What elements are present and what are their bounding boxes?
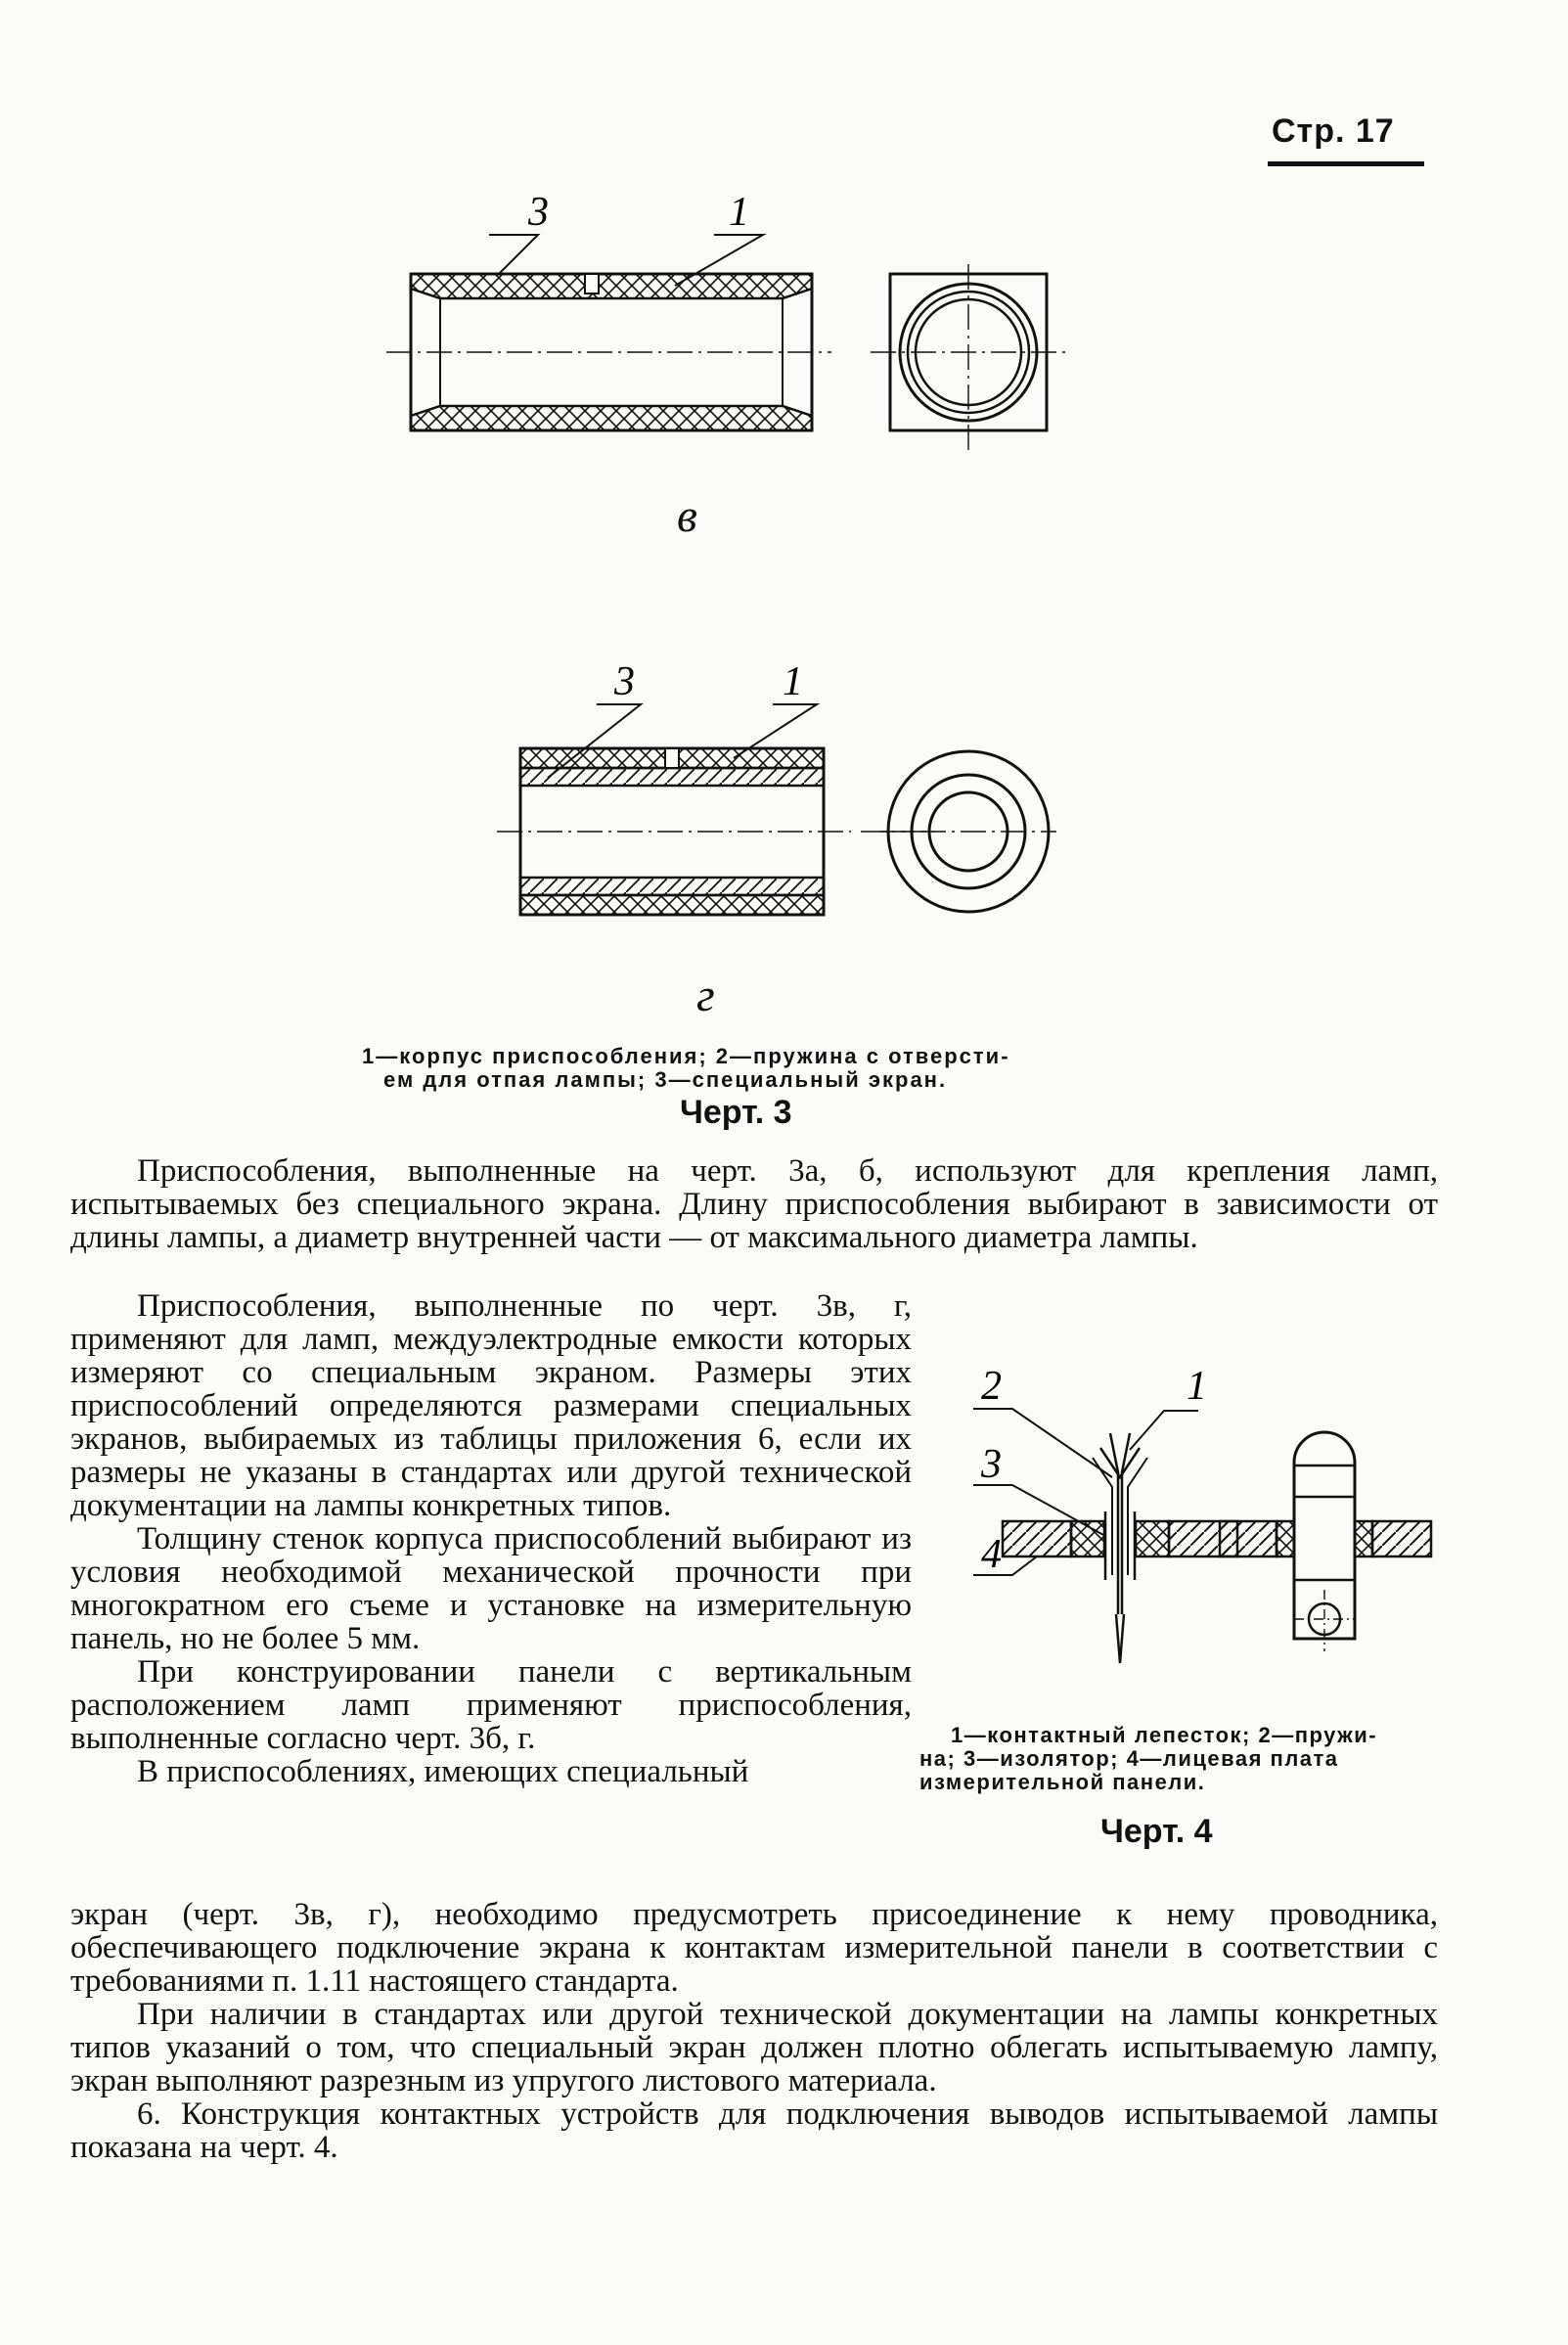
figure4-drawing xyxy=(944,1340,1443,1702)
figure3-g-callout-3: 3 xyxy=(614,659,635,704)
paragraph-1: Приспособления, выполненные на черт. 3а, б, используют для крепления ламп, испытываемых без специального экрана. Длину приспособления выбирают в зависимости от длины лампы, а диаметр внутренней части — от максимального диаметра лампы. xyxy=(70,1153,1438,1255)
figure4-callout-4: 4 xyxy=(981,1532,1002,1577)
figure3-v-callout-1: 1 xyxy=(729,190,749,235)
page-number: Стр. 17 xyxy=(1272,113,1395,150)
left-column-text xyxy=(70,1289,912,1788)
figure4-caption-line-3: измерительной панели. xyxy=(919,1770,1206,1794)
figure4-title: Черт. 4 xyxy=(1100,1813,1213,1850)
figure4-callout-3: 3 xyxy=(981,1442,1002,1487)
figure4-caption-line-2: на; 3—изолятор; 4—лицевая плата xyxy=(919,1746,1339,1771)
paragraph-7: 6. Конструкция контактных устройств для подключения выводов испытываемой лампы показана на черт. 4. xyxy=(70,2097,1438,2165)
figure3-g-callout-1: 1 xyxy=(783,659,803,704)
paragraph-3: Толщину стенок корпуса приспособлений выбирают из условия необходимой механической прочности при многократном его съеме и установке на измерительную панель, но не более 5 мм. xyxy=(70,1521,912,1656)
figure3-title: Черт. 3 xyxy=(680,1094,792,1131)
figure3-v-wall-top xyxy=(411,274,812,298)
figure3-v-hole xyxy=(585,274,599,293)
figure3-caption xyxy=(362,1045,1164,1092)
figure3-g-letter: г xyxy=(696,970,715,1021)
figure3-caption-line-1: 1—корпус приспособления; 2—пружина с отверсти- xyxy=(362,1044,1010,1068)
figure3-caption-line-2: ем для отпая лампы; 3—специальный экран. xyxy=(383,1067,948,1092)
paragraph-5-start: В приспособлениях, имеющих специальный xyxy=(137,1754,749,1789)
paragraph-5-rest: экран (черт. 3в, г), необходимо предусмотреть присоединение к нему проводника, обеспечивающего подключение экрана к контактам измерительной панели в соответствии с требованиями п. 1.11 настоящего стандарта. xyxy=(70,1897,1438,1999)
bottom-text xyxy=(70,1898,1438,2164)
figure4-caption xyxy=(919,1724,1448,1794)
figure3-g-end-view xyxy=(880,744,1056,920)
figure3-g-hole xyxy=(665,748,679,768)
figure3-v-callout-3: 3 xyxy=(528,190,549,235)
page-number-rule xyxy=(1268,161,1424,166)
paragraph-4: При конструировании панели с вертикальным расположением ламп применяют приспособления, выполненные согласно черт. 3б, г. xyxy=(70,1654,912,1756)
figure3-v-letter: в xyxy=(677,490,697,542)
figure4-face-plate xyxy=(1003,1521,1071,1556)
figure3-v-wall-bottom xyxy=(411,406,812,430)
figure3-g-drawing xyxy=(489,646,939,939)
figure4-callout-1: 1 xyxy=(1187,1364,1207,1409)
paragraph-2: Приспособления, выполненные по черт. 3в, г, применяют для ламп, междуэлектродные емкости которых измеряют со специальным экраном. Размеры этих приспособлений определяются размерами специальных экранов, выбираемых из таблицы приложения 6, если их размеры не указаны в стандартах или другой технической документации на лампы конкретных типов. xyxy=(70,1288,912,1523)
figure4-contact-side-view xyxy=(1294,1432,1355,1639)
figure4-callout-2: 2 xyxy=(981,1364,1002,1409)
figure3-v-drawing xyxy=(381,176,1086,489)
paragraph-6: При наличии в стандартах или другой технической документации на лампы конкретных типов указаний о том, что специальный экран должен плотно облегать испытываемую лампу, экран выполняют разрезным из упругого листового материала. xyxy=(70,1997,1438,2098)
figure4-caption-line-1: 1—контактный лепесток; 2—пружи- xyxy=(951,1723,1378,1747)
